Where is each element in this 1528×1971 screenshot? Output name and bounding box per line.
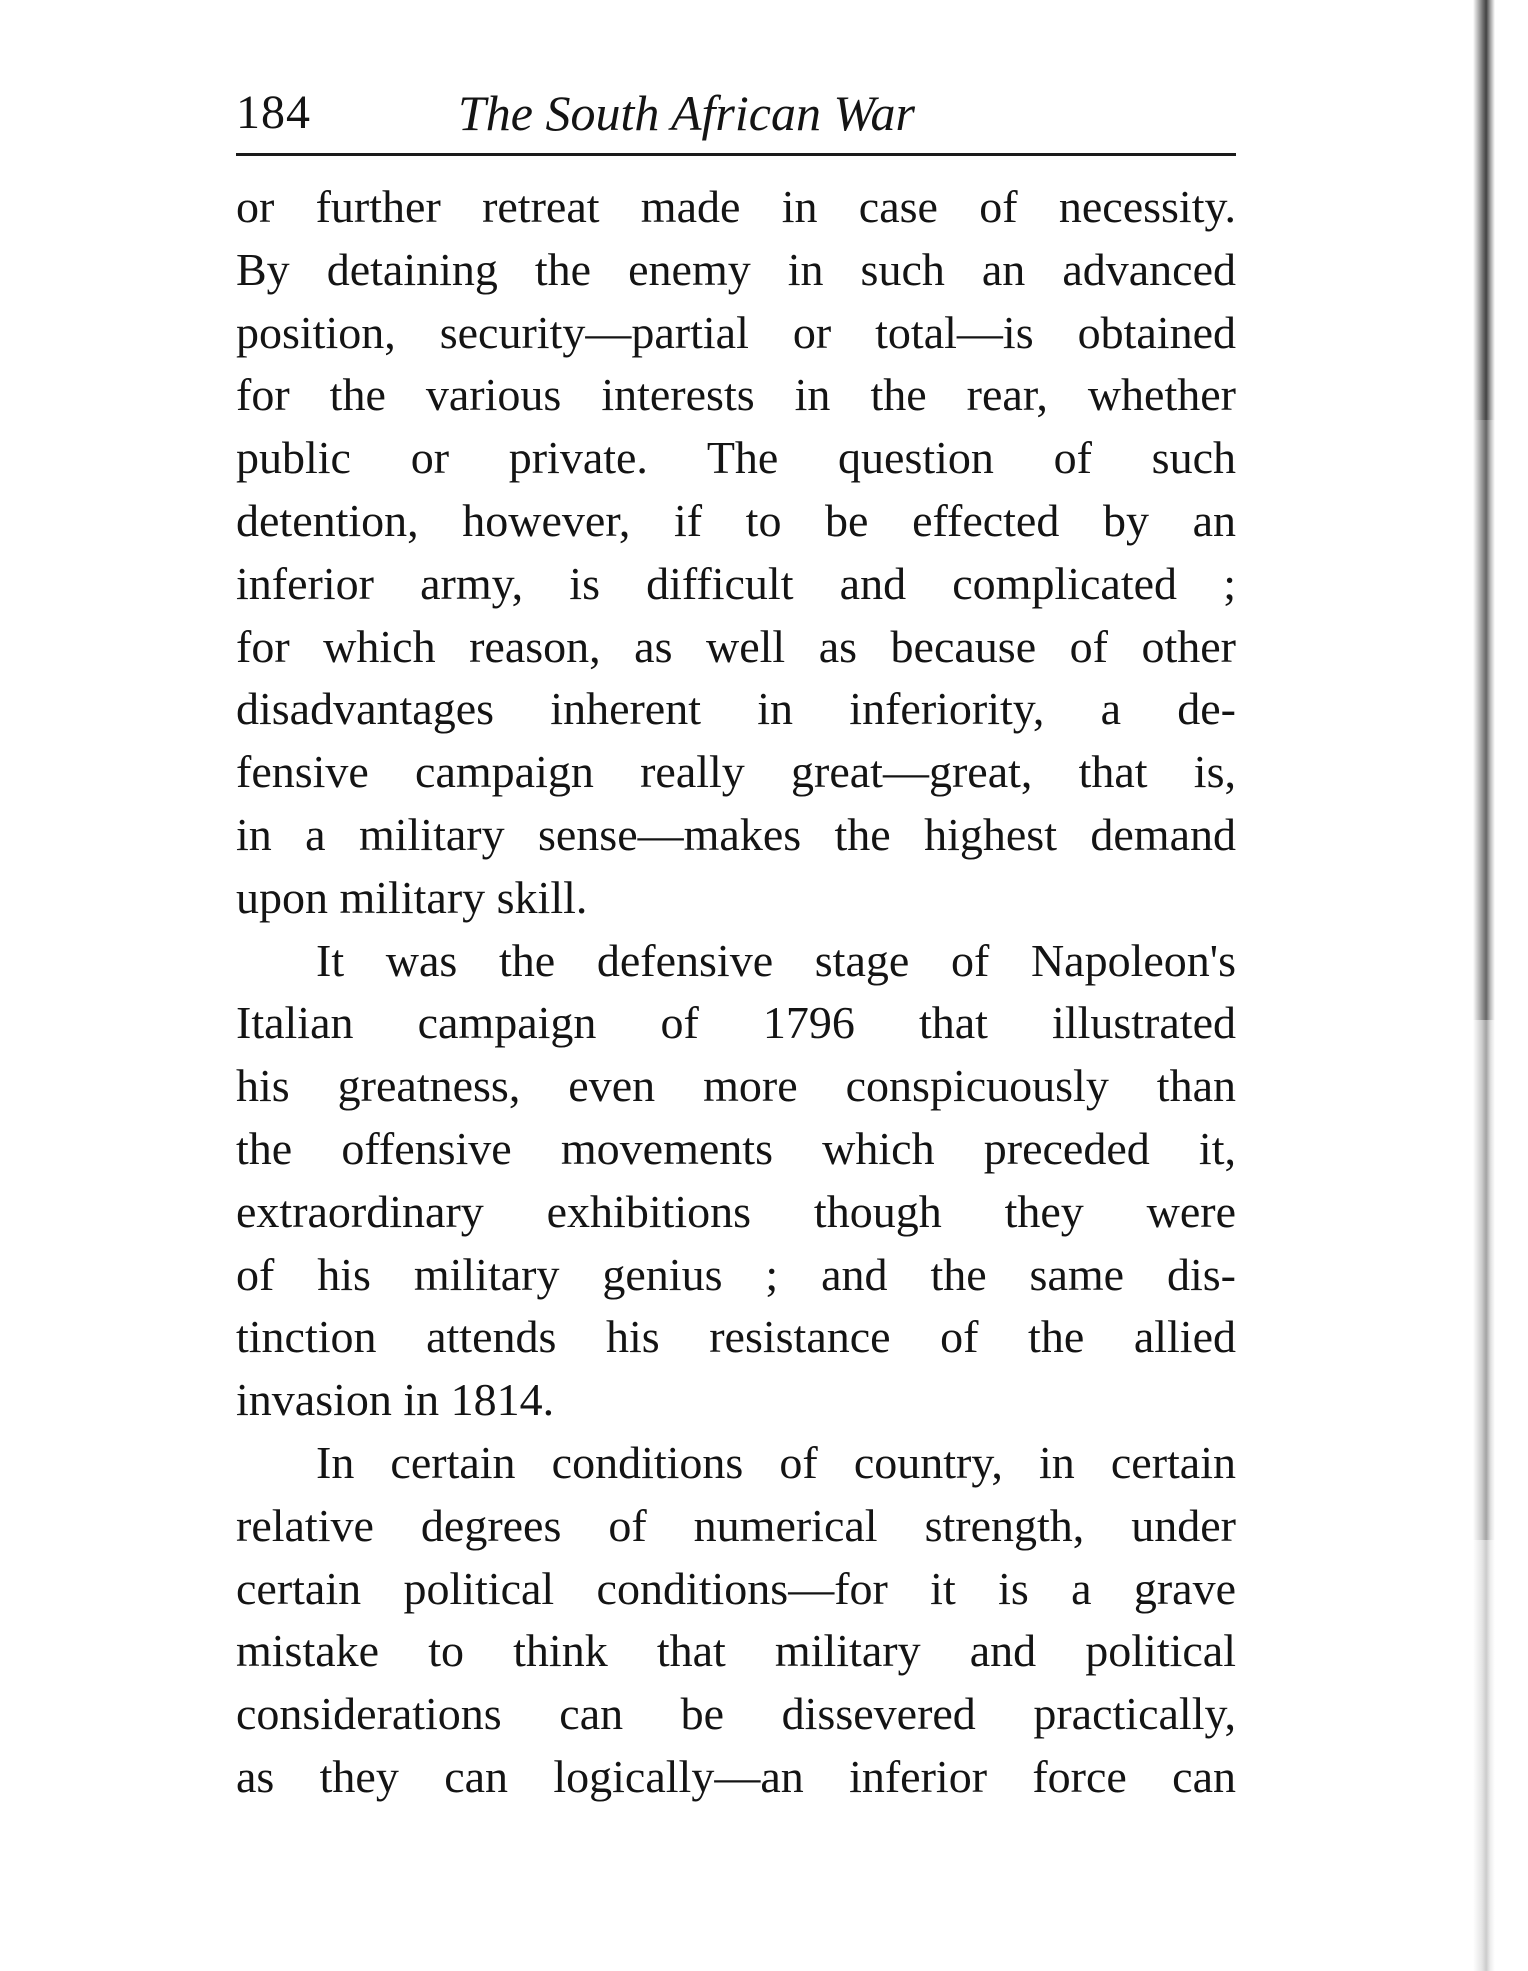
text-line: disadvantages inherent in inferiority, a de- (236, 683, 1236, 735)
text-line: certain political conditions—for it is a grave (236, 1562, 1236, 1614)
scan-edge-shadow (1473, 0, 1495, 1971)
text-line: for which reason, as well as because of other (236, 620, 1236, 672)
text-line: By detaining the enemy in such an advanced (236, 243, 1236, 295)
text-line: invasion in 1814. (236, 1374, 555, 1426)
text-line: of his military genius ; and the same dis- (236, 1248, 1236, 1300)
text-line: In certain conditions of country, in certain (316, 1436, 1236, 1488)
text-line: in a military sense—makes the highest demand (236, 808, 1236, 860)
text-line: public or private. The question of such (236, 432, 1236, 484)
text-line: Italian campaign of 1796 that illustrated (236, 997, 1236, 1049)
page-number: 184 (236, 86, 311, 139)
text-line: position, security—partial or total—is obtained (236, 306, 1236, 358)
text-line: relative degrees of numerical strength, under (236, 1499, 1236, 1551)
text-line: considerations can be dissevered practically, (236, 1688, 1236, 1740)
text-line: fensive campaign really great—great, that is, (236, 746, 1236, 798)
text-line: or further retreat made in case of necessity. (236, 181, 1236, 232)
body-text (236, 176, 1236, 1809)
text-line: mistake to think that military and political (236, 1625, 1236, 1677)
text-line: upon military skill. (236, 871, 588, 923)
text-line: It was the defensive stage of Napoleon's (316, 934, 1236, 986)
header-rule (236, 153, 1236, 156)
text-line: his greatness, even more conspicuously than (236, 1060, 1236, 1112)
page-header (236, 78, 1236, 148)
running-title: The South African War (458, 85, 915, 141)
text-line: inferior army, is difficult and complicated ; (236, 557, 1236, 609)
text-line: detention, however, if to be effected by an (236, 494, 1236, 546)
text-line: tinction attends his resistance of the allied (236, 1311, 1236, 1363)
text-line: as they can logically—an inferior force can (236, 1750, 1236, 1802)
text-line: the offensive movements which preceded it, (236, 1122, 1236, 1174)
text-line: extraordinary exhibitions though they were (236, 1185, 1236, 1237)
text-line: for the various interests in the rear, whether (236, 369, 1236, 421)
